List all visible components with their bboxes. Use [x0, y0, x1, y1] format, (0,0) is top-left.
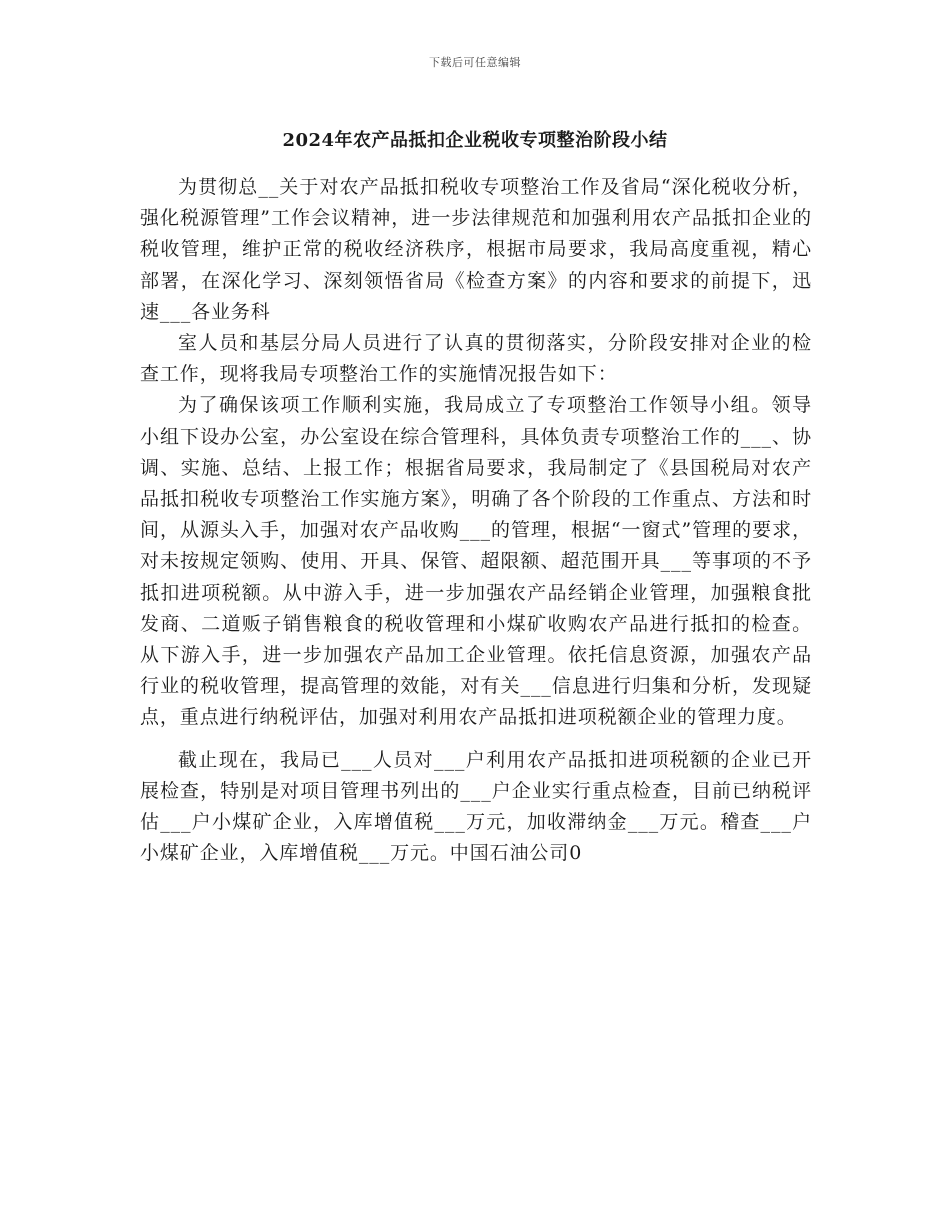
download-note: 下载后可任意编辑	[429, 56, 521, 69]
paragraph-intro: 为贯彻总__关于对农产品抵扣税收专项整治工作及省局“深化税收分析，强化税源管理”工作会议精神，进一步法律规范和加强利用农产品抵扣企业的税收管理，维护正常的税收经济秩序，根据市局要求，我局高度重视，精心部署，在深化学习、深刻领悟省局《检查方案》的内容和要求的前提下，迅速___各业务科	[140, 176, 812, 323]
paragraph-progress: 截止现在，我局已___人员对___户利用农产品抵扣进项税额的企业已开展检查，特别是对项目管理书列出的___户企业实行重点检查，目前已纳税评估___户小煤矿企业，入库增值税___万元，加收滞纳金___万元。稽查___户小煤矿企业，入库增值税___万元。中国石油公司0	[140, 748, 812, 865]
paragraph-leadership-group: 为了确保该项工作顺利实施，我局成立了专项整治工作领导小组。领导小组下设办公室，办公室设在综合管理科，具体负责专项整治工作的___、协调、实施、总结、上报工作；根据省局要求，我局制定了《县国税局对农产品抵扣税收专项整治工作实施方案》，明确了各个阶段的工作重点、方法和时间，从源头入手，加强对农产品收购___的管理，根据“一窗式”管理的要求，对未按规定领购、使用、开具、保管、超限额、超范围开具___等事项的不予抵扣进项税额。从中游入手，进一步加强农产品经销企业管理，加强粮食批发商、二道贩子销售粮食的税收管理和小煤矿收购农产品进行抵扣的检查。从下游入手，进一步加强农产品加工企业管理。依托信息资源，加强农产品行业的税收管理，提高管理的效能，对有关___信息进行归集和分析，发现疑点，重点进行纳税评估，加强对利用农产品抵扣进项税额企业的管理力度。	[140, 394, 812, 729]
paragraph-implementation: 室人员和基层分局人员进行了认真的贯彻落实，分阶段安排对企业的检查工作，现将我局专项整治工作的实施情况报告如下：	[140, 332, 812, 386]
document-title: 2024年农产品抵扣企业税收专项整治阶段小结	[282, 130, 668, 151]
document-body	[140, 172, 812, 869]
